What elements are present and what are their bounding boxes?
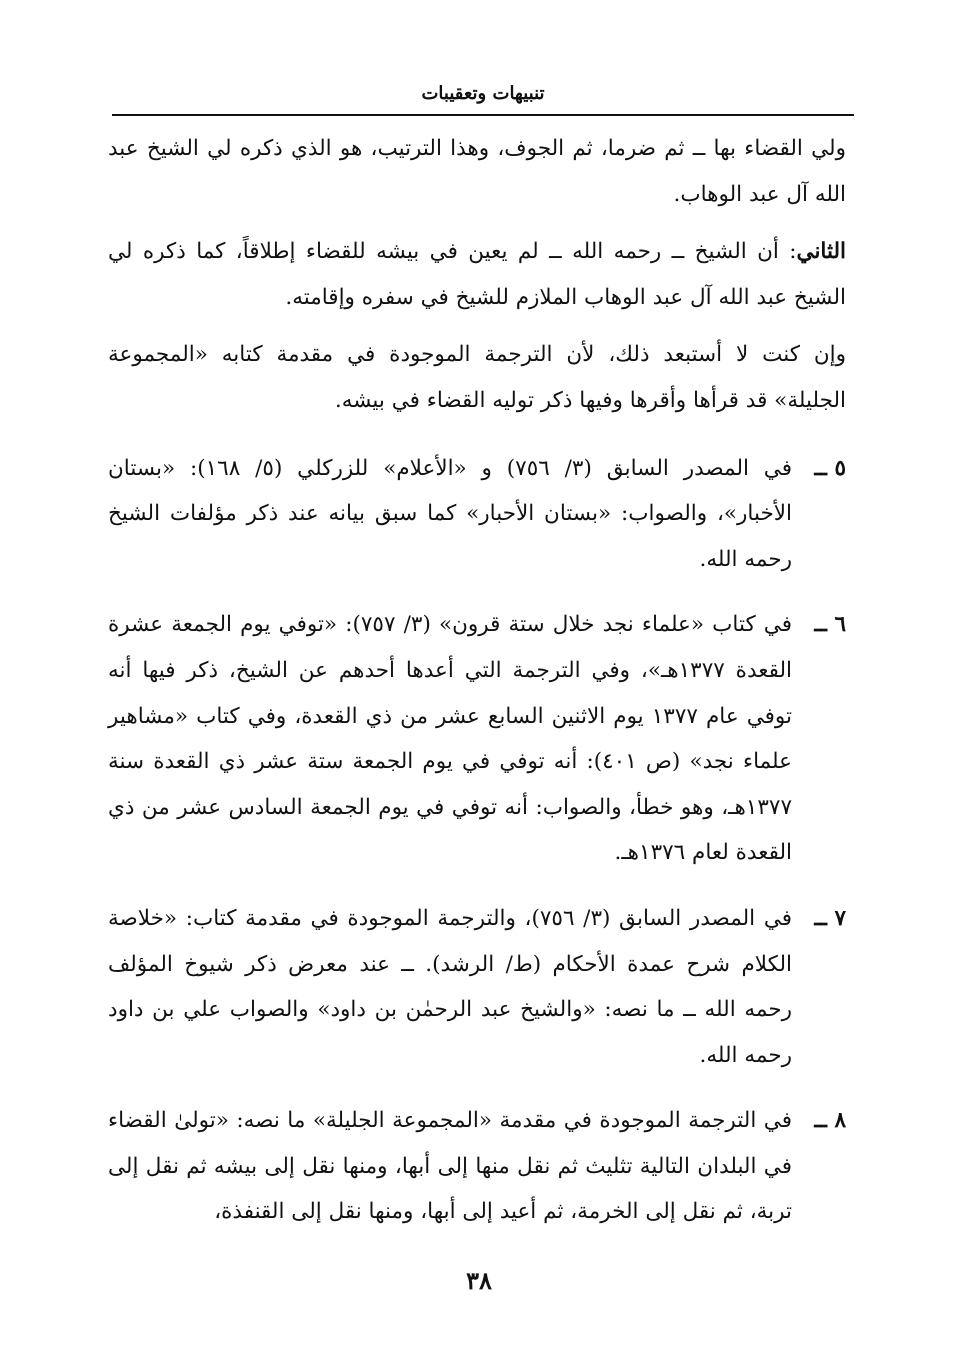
note-number: ٥ ــ — [814, 455, 846, 481]
running-header: تنبيهات وتعقيبات — [421, 83, 545, 104]
note-text: في المصدر السابق (٣/ ٧٥٦)، والترجمة الموجودة في مقدمة كتاب: «خلاصة الكلام شرح عمدة الأحكام (ط/ الرشد). ــ عند معرض ذكر شيوخ المؤلف رحمه الله ــ ما نصه: «والشيخ عبد الرحمٰن بن داود» والصواب علي بن داود رحمه الله. — [108, 905, 793, 1068]
page-body — [108, 126, 846, 1255]
note-text: في الترجمة الموجودة في مقدمة «المجموعة الجليلة» ما نصه: «تولىٰ القضاء في البلدان التالية تثليث ثم نقل منها إلى أبها، ومنها نقل إلى بيشه ثم نقل إلى تربة، ثم نقل إلى الخرمة، ثم أعيد إلى أبها، ومنها نقل إلى القنفذة، — [108, 1108, 792, 1225]
note-text: في المصدر السابق (٣/ ٧٥٦) و «الأعلام» للزركلي (٥/ ١٦٨): «بستان الأخبار»، والصواب: «بستان الأحبار» كما سبق بيانه عند ذكر مؤلفات الشيخ رحمه الله. — [108, 455, 793, 572]
paragraph-2 — [108, 229, 846, 320]
note-number: ٦ ــ — [814, 612, 846, 638]
page-number: ٣٨ — [466, 1266, 492, 1295]
header-rule — [112, 114, 854, 116]
paragraph-2-lead: الثاني — [796, 239, 846, 265]
note-number: ٨ ــ — [814, 1108, 846, 1134]
note-number: ٧ ــ — [814, 905, 846, 931]
note-5 — [108, 446, 846, 583]
note-7 — [108, 896, 846, 1078]
paragraph-2-text: : أن الشيخ ــ رحمه الله ــ لم يعين في بيشه للقضاء إطلاقاً، كما ذكره لي الشيخ عبد الله آل عبد الوهاب الملازم للشيخ في سفره وإقامته. — [108, 239, 846, 310]
paragraph-3: وإن كنت لا أستبعد ذلك، لأن الترجمة الموجودة في مقدمة كتابه «المجموعة الجليلة» قد قرأها وأقرها وفيها ذكر توليه القضاء في بيشه. — [108, 342, 846, 413]
paragraph-1: ولي القضاء بها ــ ثم ضرما، ثم الجوف، وهذا الترتيب، هو الذي ذكره لي الشيخ عبد الله آل عبد الوهاب. — [108, 136, 846, 207]
note-8 — [108, 1098, 846, 1235]
note-6 — [108, 602, 846, 876]
note-text: في كتاب «علماء نجد خلال ستة قرون» (٣/ ٧٥٧): «توفي يوم الجمعة عشرة القعدة ١٣٧٧هـ»، وفي الترجمة التي أعدها أحدهم عن الشيخ، ذكر فيها أنه توفي عام ١٣٧٧ يوم الاثنين السابع عشر من ذي القعدة، وفي كتاب «مشاهير علماء نجد» (ص ٤٠١): أنه توفي في يوم الجمعة ستة عشر ذي القعدة سنة ١٣٧٧هـ، وهو خطأ، والصواب: أنه توفي في يوم الجمعة السادس عشر من ذي القعدة لعام ١٣٧٦هـ. — [108, 612, 793, 866]
